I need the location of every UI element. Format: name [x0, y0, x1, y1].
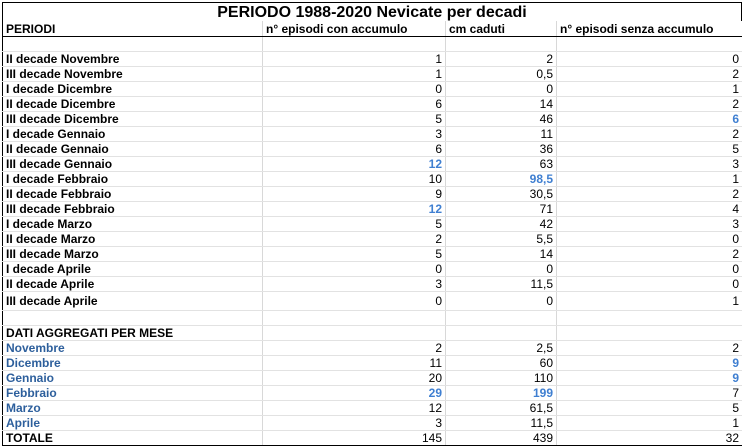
blank-row: [3, 37, 742, 52]
row-label: I decade Aprile: [3, 262, 263, 277]
row-value: 6: [263, 142, 446, 157]
table-row: [3, 172, 742, 187]
header-episodi-senza-accumulo: n° episodi senza accumulo: [557, 21, 742, 37]
row-value: 1: [557, 292, 742, 311]
row-value: 0: [446, 82, 557, 97]
month-value: 5: [557, 401, 742, 416]
row-value: 0: [446, 262, 557, 277]
month-row: [3, 371, 742, 386]
row-value: 42: [446, 217, 557, 232]
row-value: 4: [557, 202, 742, 217]
row-label: III decade Aprile: [3, 292, 263, 311]
row-value: 6: [557, 112, 742, 127]
table-row: [3, 187, 742, 202]
table-row: [3, 202, 742, 217]
month-label: Febbraio: [3, 386, 263, 401]
month-label: Aprile: [3, 416, 263, 431]
month-value: 199: [446, 386, 557, 401]
table-row: [3, 112, 742, 127]
row-value: 0: [557, 232, 742, 247]
row-value: 2: [446, 52, 557, 67]
section-title: DATI AGGREGATI PER MESE: [3, 326, 263, 341]
month-value: 2: [263, 341, 446, 356]
row-value: 2: [263, 232, 446, 247]
row-label: I decade Dicembre: [3, 82, 263, 97]
row-value: 46: [446, 112, 557, 127]
month-value: 2,5: [446, 341, 557, 356]
month-row: [3, 386, 742, 401]
row-value: 0: [446, 292, 557, 311]
row-label: II decade Febbraio: [3, 187, 263, 202]
row-value: 0: [263, 292, 446, 311]
table-row: [3, 52, 742, 67]
row-value: 1: [557, 82, 742, 97]
row-label: II decade Aprile: [3, 277, 263, 292]
row-value: 1: [263, 52, 446, 67]
month-label: Marzo: [3, 401, 263, 416]
total-value: 32: [557, 431, 742, 446]
header-periodi: PERIODI: [3, 21, 263, 37]
row-value: 3: [263, 127, 446, 142]
table-row: [3, 82, 742, 97]
month-value: 2: [557, 341, 742, 356]
month-value: 29: [263, 386, 446, 401]
row-value: 5,5: [446, 232, 557, 247]
row-value: 3: [557, 217, 742, 232]
header-cm-caduti: cm caduti: [446, 21, 557, 37]
row-label: I decade Marzo: [3, 217, 263, 232]
table-row: [3, 277, 742, 292]
table-title: PERIODO 1988-2020 Nevicate per decadi: [2, 2, 742, 21]
row-value: 2: [557, 97, 742, 112]
row-value: 2: [557, 67, 742, 82]
month-value: 110: [446, 371, 557, 386]
row-value: 12: [263, 202, 446, 217]
row-value: 1: [557, 172, 742, 187]
row-label: III decade Dicembre: [3, 112, 263, 127]
row-label: III decade Gennaio: [3, 157, 263, 172]
row-label: II decade Gennaio: [3, 142, 263, 157]
table-row: [3, 142, 742, 157]
total-row: [3, 431, 742, 446]
row-value: 5: [263, 247, 446, 262]
row-value: 1: [263, 67, 446, 82]
month-value: 11,5: [446, 416, 557, 431]
month-label: Novembre: [3, 341, 263, 356]
month-label: Gennaio: [3, 371, 263, 386]
table-row: [3, 67, 742, 82]
row-label: III decade Febbraio: [3, 202, 263, 217]
section-row: [3, 326, 742, 341]
blank-row: [3, 311, 742, 326]
month-value: 7: [557, 386, 742, 401]
month-row: [3, 356, 742, 371]
snowfall-table: [2, 21, 742, 446]
header-episodi-accumulo: n° episodi con accumulo: [263, 21, 446, 37]
row-value: 0: [557, 52, 742, 67]
month-value: 9: [557, 371, 742, 386]
row-value: 98,5: [446, 172, 557, 187]
row-label: II decade Marzo: [3, 232, 263, 247]
row-value: 12: [263, 157, 446, 172]
month-value: 12: [263, 401, 446, 416]
row-value: 2: [557, 187, 742, 202]
table-row: [3, 217, 742, 232]
table-row: [3, 232, 742, 247]
month-value: 11: [263, 356, 446, 371]
row-value: 3: [263, 277, 446, 292]
row-value: 3: [557, 157, 742, 172]
table-row: [3, 247, 742, 262]
row-value: 2: [557, 127, 742, 142]
month-value: 60: [446, 356, 557, 371]
row-value: 2: [557, 247, 742, 262]
row-label: I decade Febbraio: [3, 172, 263, 187]
spreadsheet: [2, 2, 742, 446]
table-row: [3, 157, 742, 172]
total-label: TOTALE: [3, 431, 263, 446]
row-value: 0: [557, 277, 742, 292]
row-label: II decade Novembre: [3, 52, 263, 67]
month-row: [3, 416, 742, 431]
row-label: I decade Gennaio: [3, 127, 263, 142]
row-label: III decade Marzo: [3, 247, 263, 262]
row-value: 5: [557, 142, 742, 157]
row-value: 71: [446, 202, 557, 217]
row-value: 14: [446, 97, 557, 112]
row-value: 30,5: [446, 187, 557, 202]
month-value: 3: [263, 416, 446, 431]
row-value: 11,5: [446, 277, 557, 292]
row-label: III decade Novembre: [3, 67, 263, 82]
row-value: 0: [557, 262, 742, 277]
month-value: 20: [263, 371, 446, 386]
table-row: [3, 127, 742, 142]
row-value: 14: [446, 247, 557, 262]
row-value: 0,5: [446, 67, 557, 82]
table-row: [3, 97, 742, 112]
total-value: 439: [446, 431, 557, 446]
month-value: 1: [557, 416, 742, 431]
row-value: 36: [446, 142, 557, 157]
month-value: 9: [557, 356, 742, 371]
row-value: 11: [446, 127, 557, 142]
row-value: 0: [263, 262, 446, 277]
row-value: 10: [263, 172, 446, 187]
month-row: [3, 341, 742, 356]
table-row: [3, 262, 742, 277]
row-value: 5: [263, 112, 446, 127]
header-row: [3, 21, 742, 37]
row-value: 5: [263, 217, 446, 232]
row-value: 6: [263, 97, 446, 112]
row-value: 63: [446, 157, 557, 172]
month-row: [3, 401, 742, 416]
month-label: Dicembre: [3, 356, 263, 371]
row-label: II decade Dicembre: [3, 97, 263, 112]
total-value: 145: [263, 431, 446, 446]
row-value: 9: [263, 187, 446, 202]
table-row: [3, 292, 742, 311]
row-value: 0: [263, 82, 446, 97]
month-value: 61,5: [446, 401, 557, 416]
